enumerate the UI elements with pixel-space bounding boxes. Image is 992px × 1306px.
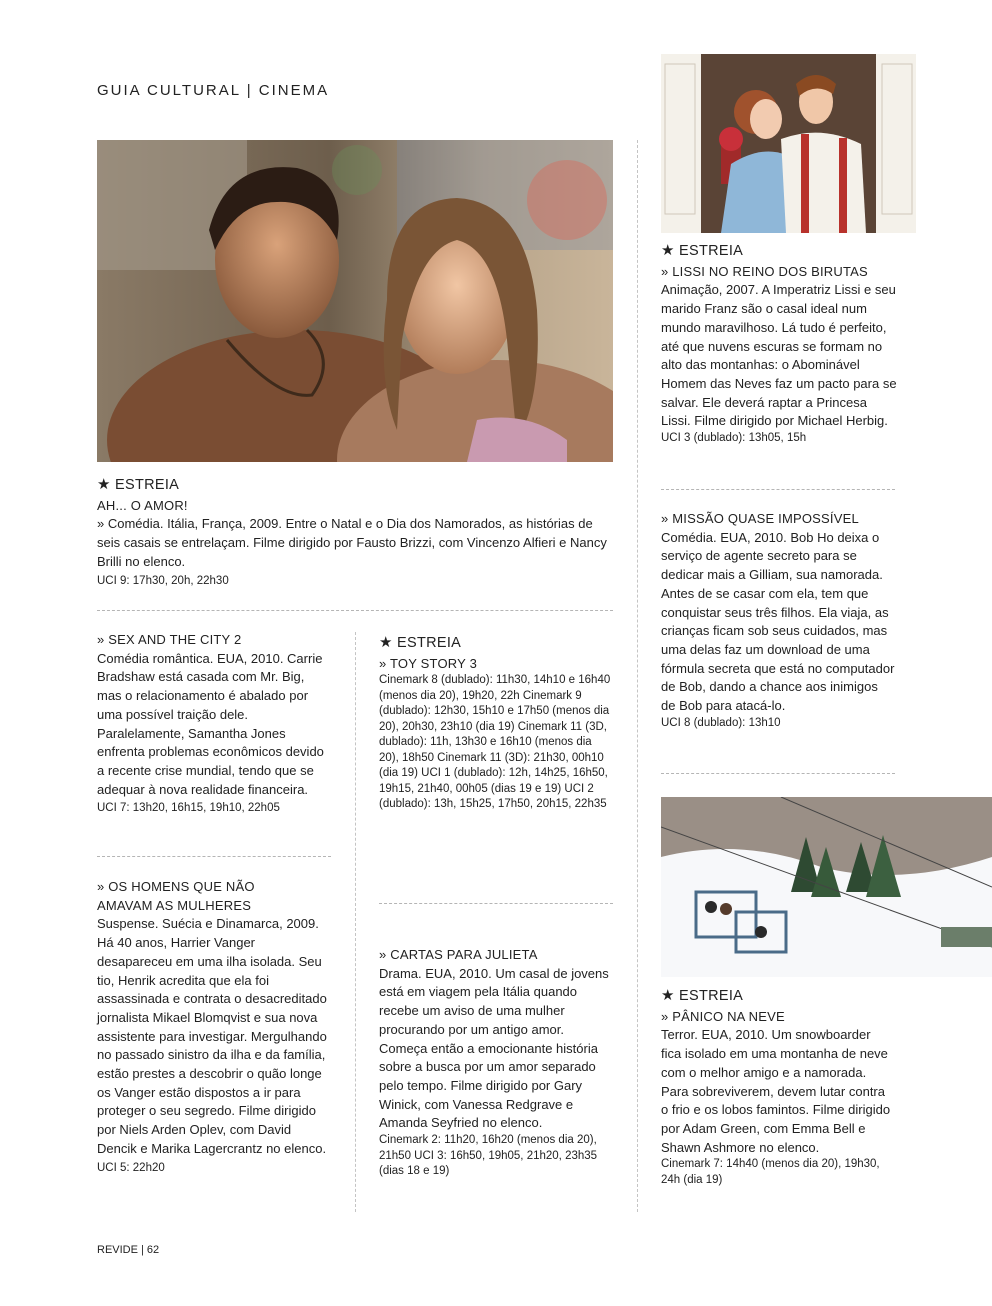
estreia-label: ESTREIA [115,477,180,493]
article-lissi-no-reino-dos-birutas [661,242,899,447]
divider [97,856,331,857]
estreia-badge [661,242,899,261]
film-photo-panico-na-neve [661,797,992,977]
article-toy-story-3 [379,634,613,813]
article-os-homens-que-nao-amavam-as-mulheres [97,878,331,1176]
column-divider [637,140,638,1212]
film-schedule: UCI 8 (dublado): 13h10 [661,716,781,729]
film-description: Terror. EUA, 2010. Um snowboarder fica isolado em uma montanha de neve com o melhor amigo e a namorada. Para sobreviverem, devem lutar contra o frio e os lobos famintos. Filme dirigido por Adam Green, com Emma Bell e Shawn Ashmore no elenco. [661,1027,891,1155]
section-header: GUIA CULTURAL | CINEMA [97,82,330,99]
film-photo-lissi [661,54,916,233]
film-description: Drama. EUA, 2010. Um casal de jovens está em viagem pela Itália quando recebe um aviso de uma mulher procurando por um antigo amor. Começa então a emocionante história sobre a busca por um amor separado pelo tempo. Filme dirigido por Gary Winick, com Vanessa Redgrave e Amanda Seyfried no elenco. [379,965,609,1131]
estreia-badge [97,476,617,495]
photo-ski-lift-illustration [661,797,992,977]
star-icon: ★ [661,242,675,259]
film-schedule: UCI 7: 13h20, 16h15, 19h10, 22h05 [97,802,280,815]
star-icon: ★ [379,634,393,651]
film-title: » MISSÃO QUASE IMPOSSÍVEL [661,511,859,526]
estreia-label: ESTREIA [679,243,744,259]
film-schedule: Cinemark 7: 14h40 (menos dia 20), 19h30, 24h (dia 19) [661,1158,880,1186]
divider [379,903,613,904]
film-schedule: Cinemark 8 (dublado): 11h30, 14h10 e 16h40 (menos dia 20), 19h20, 22h Cinemark 9 (dublado): 12h30, 15h10 e 17h50 (menos dia 20), 20h30, 23h10 (dia 19) Cinemark 11 (3D, dublado): 11h, 13h30 e 16h10 (menos dia 20), 18h50 Cinemark 11 (3D): 21h30, 00h10 (dia 19) UCI 1 (dublado): 12h, 14h25, 16h50, 19h15, 21h40, 00h05 (dias 19 e 19) UCI 2 (dublado): 13h, 15h25, 17h50, 20h15, 22h35 [379,674,611,811]
star-icon: ★ [97,476,111,493]
film-schedule: UCI 9: 17h30, 20h, 22h30 [97,574,229,587]
film-title: » LISSI NO REINO DOS BIRUTAS [661,263,868,279]
article-ah-o-amor [97,476,617,589]
estreia-label: ESTREIA [679,988,744,1004]
film-title: » CARTAS PARA JULIETA [379,947,538,962]
film-description: » Comédia. Itália, França, 2009. Entre o Natal e o Dia dos Namorados, as histórias de seis casais se entrelaçam. Filme dirigido por Fausto Brizzi, com Vincenzo Alfieri e Nancy Brilli no elenco. [97,516,607,569]
film-schedule: UCI 3 (dublado): 13h05, 15h [661,432,807,445]
film-description: Suspense. Suécia e Dinamarca, 2009. Há 40 anos, Harrier Vanger desapareceu em uma ilha isolada. Seu tio, Henrik acredita que ela foi assassinada e contrata o desacreditado jornalista Mikael Blomqvist e sua nova assistente para investigar. Mergulhando no passado sinistro da ilha e da família, estão prestes a descobrir o quão longe os Vanger estão dispostos a ir para proteger o seu segredo. Filme dirigido por Niels Arden Oplev, com David Dencik e Marika Lagercrantz no elenco. [97,916,327,1156]
estreia-badge [661,987,893,1006]
article-panico-na-neve [661,987,893,1188]
film-title: AH... O AMOR! [97,497,188,513]
film-title: » TOY STORY 3 [379,655,477,671]
film-description: Comédia. EUA, 2010. Bob Ho deixa o serviço de agente secreto para se dedicar mais a Gilliam, sua namorada. Antes de se casar com ela, tem que conquistar seus três filhos. Ela viaja, as crianças ficam sob seus cuidados, mas uma delas faz um download de uma fórmula secreta que está no computador de Bob, dando a chance aos inimigos de Bob para atacá-lo. [661,529,895,714]
estreia-label: ESTREIA [397,635,462,651]
film-description: Comédia romântica. EUA, 2010. Carrie Bradshaw está casada com Mr. Big, mas o relacionamento é abalado por uma possível traição dele. Paralelamente, Samantha Jones enfrenta problemas econômicos devido a recente crise mundial, tendo que se adequar à nova realidade financeira. [97,650,324,797]
film-title: » SEX AND THE CITY 2 [97,632,242,647]
photo-animated-couple-illustration [661,54,916,233]
film-schedule: UCI 5: 22h20 [97,1161,165,1174]
film-schedule: Cinemark 2: 11h20, 16h20 (menos dia 20), 21h50 UCI 3: 16h50, 19h05, 21h20, 23h35 (dias 18 e 19) [379,1134,598,1178]
estreia-badge [379,634,613,653]
film-title: » PÂNICO NA NEVE [661,1008,785,1024]
article-cartas-para-julieta [379,946,611,1180]
star-icon: ★ [661,987,675,1004]
column-divider [355,632,356,1212]
photo-couple-illustration [97,140,613,462]
film-title: » OS HOMENS QUE NÃO AMAVAM AS MULHERES [97,879,255,913]
divider [97,610,613,611]
divider [661,489,895,490]
page-footer: REVIDE | 62 [97,1244,160,1256]
article-sex-and-the-city-2 [97,631,331,817]
divider [661,773,895,774]
film-photo-ah-o-amor [97,140,613,462]
film-description: Animação, 2007. A Imperatriz Lissi e seu marido Franz são o casal ideal num mundo maravilhoso. Lá tudo é perfeito, até que nuvens escuras se formam no alto das montanhas: o Abominável Homem das Neves faz um pacto para se salvar. Ele deverá raptar a Princesa Lissi. Filme dirigido por Michael Herbig. [661,282,897,429]
article-missao-quase-impossivel [661,510,895,731]
